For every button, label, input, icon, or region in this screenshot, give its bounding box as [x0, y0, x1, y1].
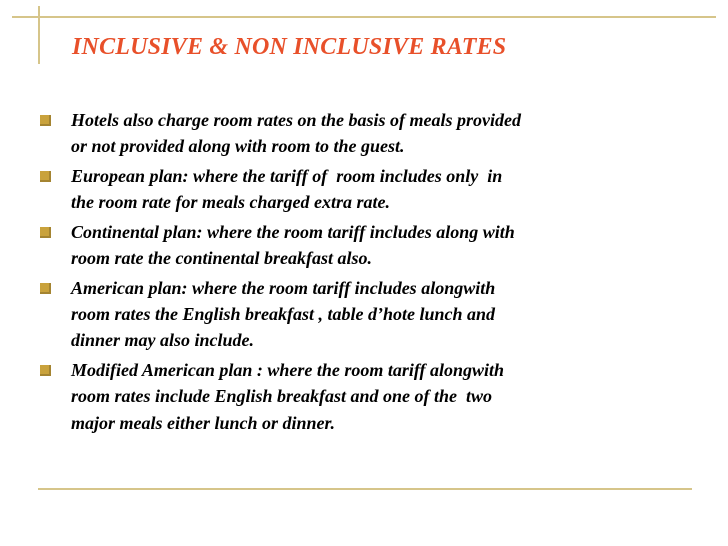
bottom-divider — [38, 488, 692, 490]
square-bullet-icon — [40, 171, 51, 182]
bullet-text-line: dinner may also include. — [71, 330, 255, 351]
square-bullet-icon — [40, 283, 51, 294]
bullet-text-line: Continental plan: where the room tariff includes along with — [71, 222, 515, 242]
bullet-text-line: the room rate for meals charged extra rate. — [71, 192, 390, 213]
left-divider — [38, 6, 40, 64]
bullet-text-line: European plan: where the tariff of room includes only in — [71, 166, 503, 186]
bullet-text-line: Modified American plan : where the room tariff alongwith — [71, 360, 505, 381]
square-bullet-icon — [40, 365, 51, 376]
bullet-text-line: room rates the English breakfast , table d’hote lunch and — [71, 304, 496, 325]
square-bullet-icon — [40, 227, 51, 238]
bullet-text-line: Hotels also charge room rates on the basis of meals provided — [71, 110, 521, 130]
bullet-text-line: room rate the continental breakfast also. — [71, 248, 373, 269]
bullet-text-line: room rates include English breakfast and one of the two — [71, 386, 493, 407]
bullet-item — [38, 163, 688, 215]
bullet-item — [38, 107, 688, 159]
bullet-list — [38, 107, 688, 439]
slide-title: INCLUSIVE & NON INCLUSIVE RATES — [72, 34, 507, 60]
bullet-item — [38, 357, 688, 436]
square-bullet-icon — [40, 115, 51, 126]
top-divider — [12, 16, 716, 18]
bullet-item — [38, 219, 688, 271]
bullet-text-line: American plan: where the room tariff includes alongwith — [71, 278, 496, 298]
bullet-item — [38, 275, 688, 354]
bullet-text-line: or not provided along with room to the guest. — [71, 136, 405, 157]
bullet-text-line: major meals either lunch or dinner. — [71, 412, 336, 433]
